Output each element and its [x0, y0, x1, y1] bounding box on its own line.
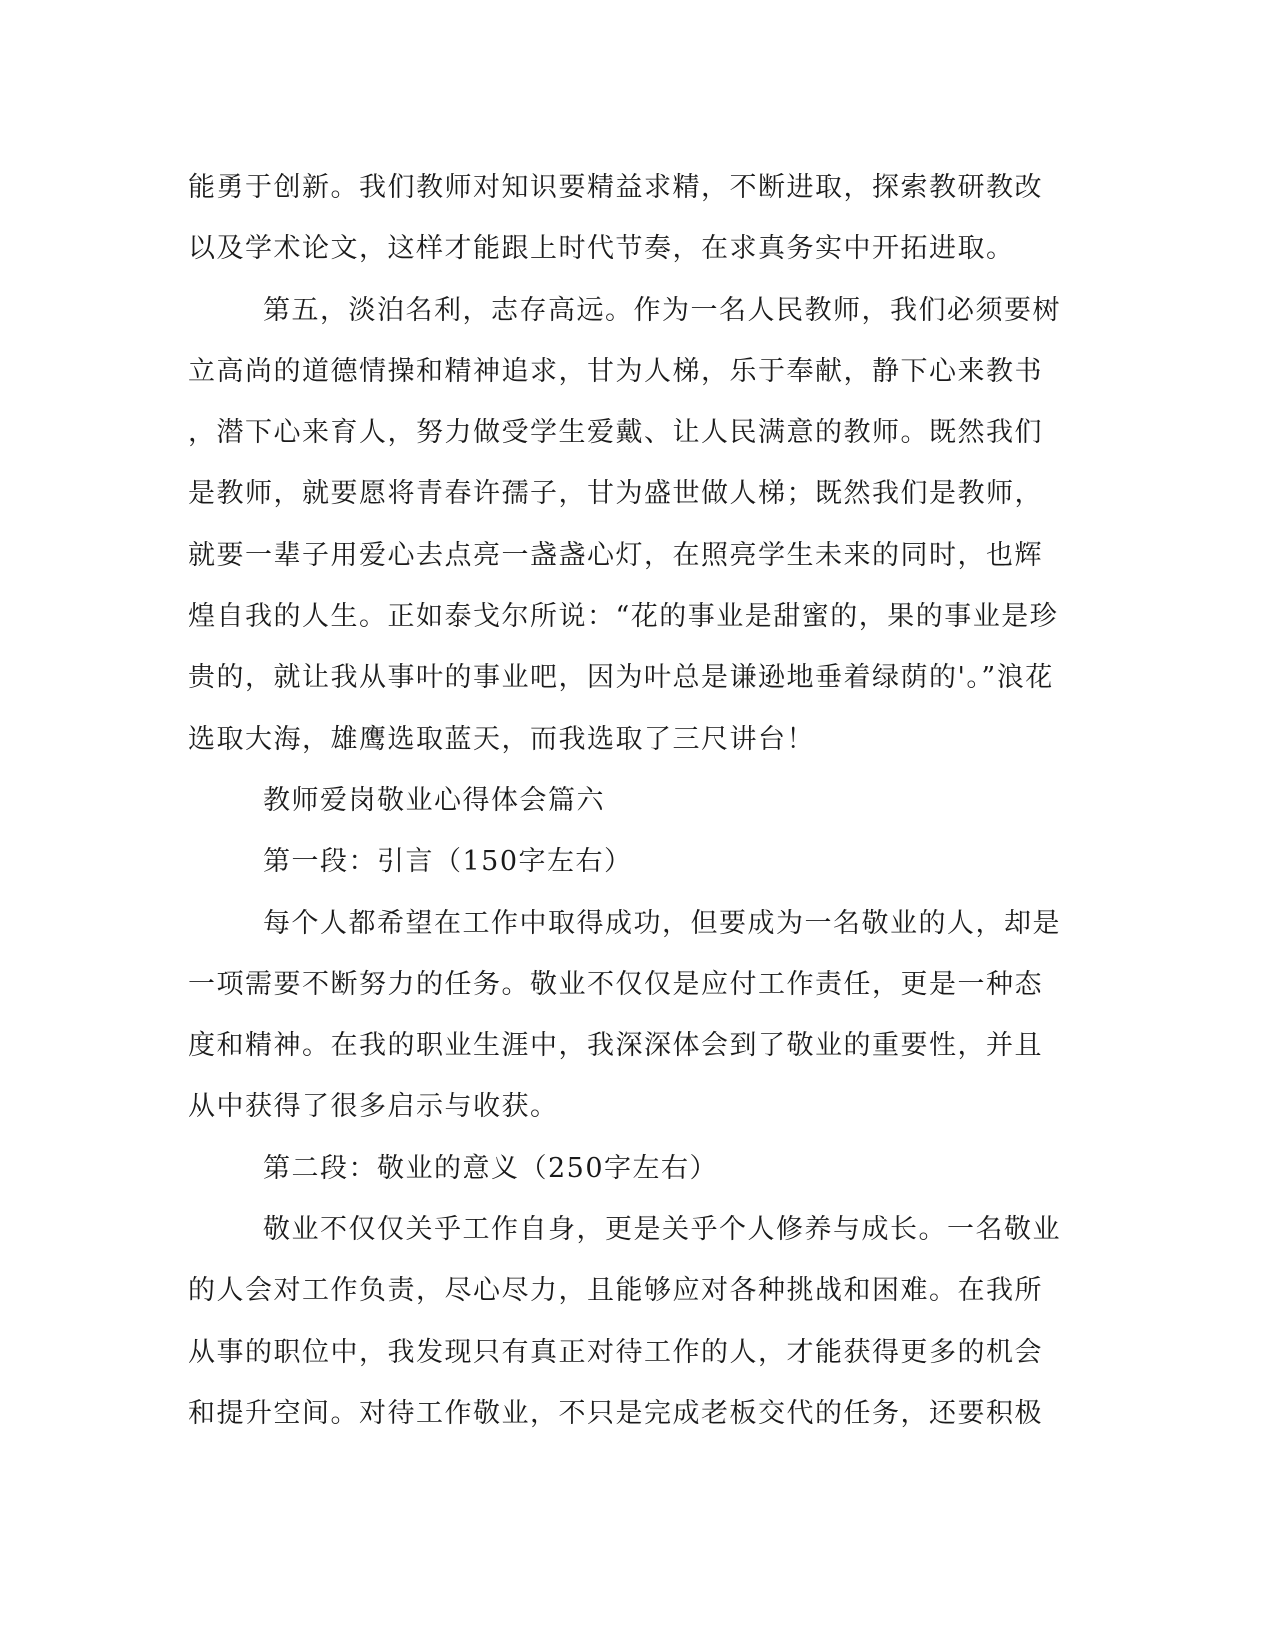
text-line: 每个人都希望在工作中取得成功，但要成为一名敬业的人，却是	[263, 907, 1061, 939]
text-line: 敬业不仅仅关乎工作自身，更是关乎个人修养与成长。一名敬业	[263, 1214, 1061, 1246]
text-line: ，潜下心来育人，努力做受学生爱戴、让人民满意的教师。既然我们	[188, 417, 1043, 449]
text-line: 第五，淡泊名利，志存高远。作为一名人民教师，我们必须要树	[263, 294, 1061, 326]
text-line: 选取大海，雄鹰选取蓝天，而我选取了三尺讲台！	[188, 723, 815, 755]
text-line: 一项需要不断努力的任务。敬业不仅仅是应付工作责任，更是一种态	[188, 968, 1043, 1000]
text-line: 和提升空间。对待工作敬业，不只是完成老板交代的任务，还要积极	[188, 1397, 1043, 1429]
text-line: 度和精神。在我的职业生涯中，我深深体会到了敬业的重要性，并且	[188, 1030, 1043, 1062]
text-line: 煌自我的人生。正如泰戈尔所说：“花的事业是甜蜜的，果的事业是珍	[188, 601, 1059, 633]
text-line: 从中获得了很多启示与收获。	[188, 1091, 559, 1123]
text-line: 以及学术论文，这样才能跟上时代节奏，在求真务实中开拓进取。	[188, 233, 1015, 265]
subsection-heading: 第一段：引言（150字左右）	[263, 846, 633, 878]
text-line: 就要一辈子用爱心去点亮一盏盏心灯，在照亮学生未来的同时，也辉	[188, 539, 1043, 571]
text-line: 是教师，就要愿将青春许孺子，甘为盛世做人梯；既然我们是教师，	[188, 478, 1043, 510]
document-body	[188, 157, 1068, 1444]
text-line: 贵的，就让我从事叶的事业吧，因为叶总是谦逊地垂着绿荫的'。”浪花	[188, 662, 1054, 694]
text-line: 的人会对工作负责，尽心尽力，且能够应对各种挑战和困难。在我所	[188, 1275, 1043, 1307]
text-line: 从事的职位中，我发现只有真正对待工作的人，才能获得更多的机会	[188, 1336, 1043, 1368]
text-line: 立高尚的道德情操和精神追求，甘为人梯，乐于奉献，静下心来教书	[188, 355, 1043, 387]
section-heading: 教师爱岗敬业心得体会篇六	[263, 784, 605, 816]
subsection-heading: 第二段：敬业的意义（250字左右）	[263, 1152, 719, 1184]
text-line: 能勇于创新。我们教师对知识要精益求精，不断进取，探索教研教改	[188, 172, 1043, 203]
